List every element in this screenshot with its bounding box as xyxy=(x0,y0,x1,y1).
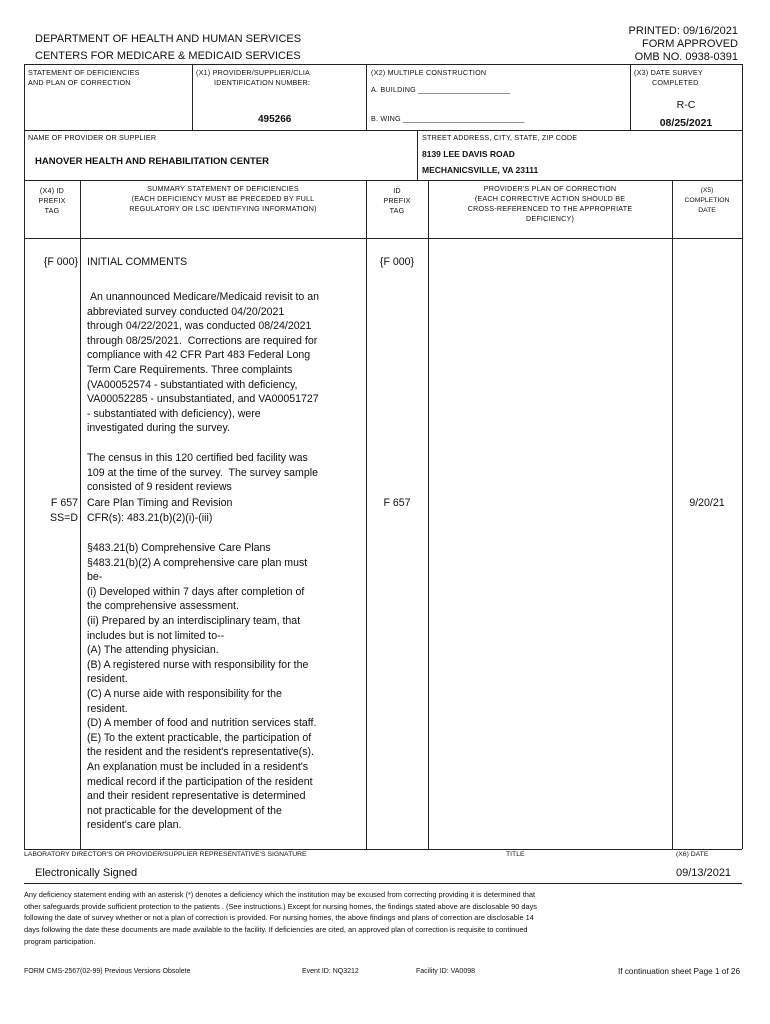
border-right xyxy=(742,64,743,849)
event-id: Event ID: NQ3212 xyxy=(302,968,359,975)
provider-id-number: 495266 xyxy=(258,114,292,125)
tag-f000-right: {F 000} xyxy=(379,256,415,268)
survey-code: R-C xyxy=(676,99,696,111)
census-paragraph: The census in this 120 certified bed facility was 109 at the time of the survey. The survey sample consisted of 9 resident reviews xyxy=(87,452,319,494)
date-label: (X6) DATE xyxy=(676,851,709,858)
f657-title: Care Plan Timing and Revision xyxy=(87,497,233,509)
page-indicator: If continuation sheet Page 1 of 26 xyxy=(618,967,740,976)
statement-label-2: AND PLAN OF CORRECTION xyxy=(28,78,131,87)
x1-label-1: (X1) PROVIDER/SUPPLIER/CLIA xyxy=(196,68,311,77)
form-number: FORM CMS-2567(02-99) Previous Versions Obsolete xyxy=(24,968,191,975)
building-label: A. BUILDING ______________________ xyxy=(371,85,511,94)
provider-name: HANOVER HEALTH AND REHABILITATION CENTER xyxy=(35,156,269,167)
survey-date: 08/25/2021 xyxy=(659,117,713,129)
divider-col-tag xyxy=(80,180,81,849)
signature-label: LABORATORY DIRECTOR'S OR PROVIDER/SUPPLIER REPRESENTATIVE'S SIGNATURE xyxy=(24,851,307,858)
disclosure-footnote: Any deficiency statement ending with an asterisk (*) denotes a deficiency which the institution may be excused from correcting providing it is determined that other safeguards provide sufficient protection to the patients . (See instructions.) Except for nursing homes, the findings stated above are disclosable 90 days following the date of survey whether or not a plan of correction is provided. For nursing homes, the above findings and plans of correction are disclosable 14 days following the date these documents are made available to the facility. If deficiencies are cited, an approved plan of correction is requisite to continued program participation. xyxy=(24,890,537,946)
address-line-1: 8139 LEE DAVIS ROAD xyxy=(422,149,515,159)
scope-severity: SS=D xyxy=(50,512,78,524)
address-label: STREET ADDRESS, CITY, STATE, ZIP CODE xyxy=(422,133,578,142)
tag-f000-left: {F 000} xyxy=(43,256,78,268)
signature-value: Electronically Signed xyxy=(35,867,138,879)
col-x4-header: (X4) ID PREFIX TAG xyxy=(38,186,66,215)
survey-summary-paragraph: An unannounced Medicare/Medicaid revisit to an abbreviated survey conducted 04/20/2021 through 04/22/2021, was conducted 08/24/2021 through 08/25/2021. Corrections are required for compliance with 42 CFR Part 483 Federal Long Term Care Requirements. Three complaints (VA00052574 - substantiated with deficiency, VA00052285 - unsubstantiated, and VA00051727 - substantiated with deficiency), were investigated during the survey. xyxy=(87,291,320,435)
divider-col-plan xyxy=(672,180,673,849)
rule-columns-bottom xyxy=(24,238,742,239)
statement-label-1: STATEMENT OF DEFICIENCIES xyxy=(28,68,140,77)
initial-comments-title: INITIAL COMMENTS xyxy=(87,256,188,268)
f657-cfr: CFR(s): 483.21(b)(2)(i)-(iii) xyxy=(87,512,213,524)
x3-label-2: COMPLETED xyxy=(652,78,699,87)
care-plan-regulation-text: §483.21(b) Comprehensive Care Plans §483.21(b)(2) A comprehensive care plan must be- (i) Developed within 7 days after completion of the comprehensive assessment. (ii) Prepared by an interdisciplinary team, that includes but is not limited to-- (A) The attending physician. (B) A registered nurse with responsibility for the resident. (C) A nurse aide with responsibility for the resident. (D) A member of food and nutrition services staff. (E) To the extent practicable, the participation of the resident and the resident's representative(s). An explanation must be included in a resident's medical record if the participation of the resident and their resident representative is determined not practicable for the development of the resident's care plan. xyxy=(87,542,317,832)
x3-label-1: (X3) DATE SURVEY xyxy=(634,68,703,77)
rule-columns-top xyxy=(24,180,742,181)
agency-line-2: CENTERS FOR MEDICARE & MEDICAID SERVICES xyxy=(35,50,301,62)
x1-label-2: IDENTIFICATION NUMBER: xyxy=(214,78,311,87)
tag-f657-left: F 657 xyxy=(50,497,78,509)
rule-top xyxy=(24,64,742,65)
divider-x1 xyxy=(192,64,193,130)
divider-x2 xyxy=(366,64,367,130)
divider-address xyxy=(417,130,418,180)
rule-body-bottom xyxy=(24,849,742,850)
printed-date: PRINTED: 09/16/2021 xyxy=(628,25,738,37)
title-label: TITLE xyxy=(506,851,525,858)
col-x5-header: (X5) COMPLETION DATE xyxy=(684,187,730,214)
form-approved: FORM APPROVED xyxy=(642,38,738,50)
completion-date: 9/20/21 xyxy=(689,497,725,509)
col-id-header: ID PREFIX TAG xyxy=(383,186,411,215)
divider-col-id xyxy=(428,180,429,849)
border-left xyxy=(24,64,25,849)
signature-date: 09/13/2021 xyxy=(676,867,732,879)
address-line-2: MECHANICSVILLE, VA 23111 xyxy=(422,165,539,175)
agency-line-1: DEPARTMENT OF HEALTH AND HUMAN SERVICES xyxy=(35,33,302,45)
tag-f657-right: F 657 xyxy=(383,497,411,509)
divider-col-summary xyxy=(366,180,367,849)
col-summary-header: SUMMARY STATEMENT OF DEFICIENCIES (EACH DEFICIENCY MUST BE PRECEDED BY FULL REGULATORY OR LSC IDENTIFYING INFORMATION) xyxy=(129,184,317,213)
wing-label: B. WING _____________________________ xyxy=(371,114,525,123)
provider-name-label: NAME OF PROVIDER OR SUPPLIER xyxy=(28,133,157,142)
col-plan-header: PROVIDER'S PLAN OF CORRECTION (EACH CORRECTIVE ACTION SHOULD BE CROSS-REFERENCED TO THE APPROPRIATE DEFICIENCY) xyxy=(467,184,633,223)
facility-id: Facility ID: VA0098 xyxy=(416,968,476,975)
rule-signature-bottom xyxy=(24,883,742,884)
omb-number: OMB NO. 0938-0391 xyxy=(634,51,738,63)
x2-label: (X2) MULTIPLE CONSTRUCTION xyxy=(371,68,487,77)
rule-provider-top xyxy=(24,130,742,131)
